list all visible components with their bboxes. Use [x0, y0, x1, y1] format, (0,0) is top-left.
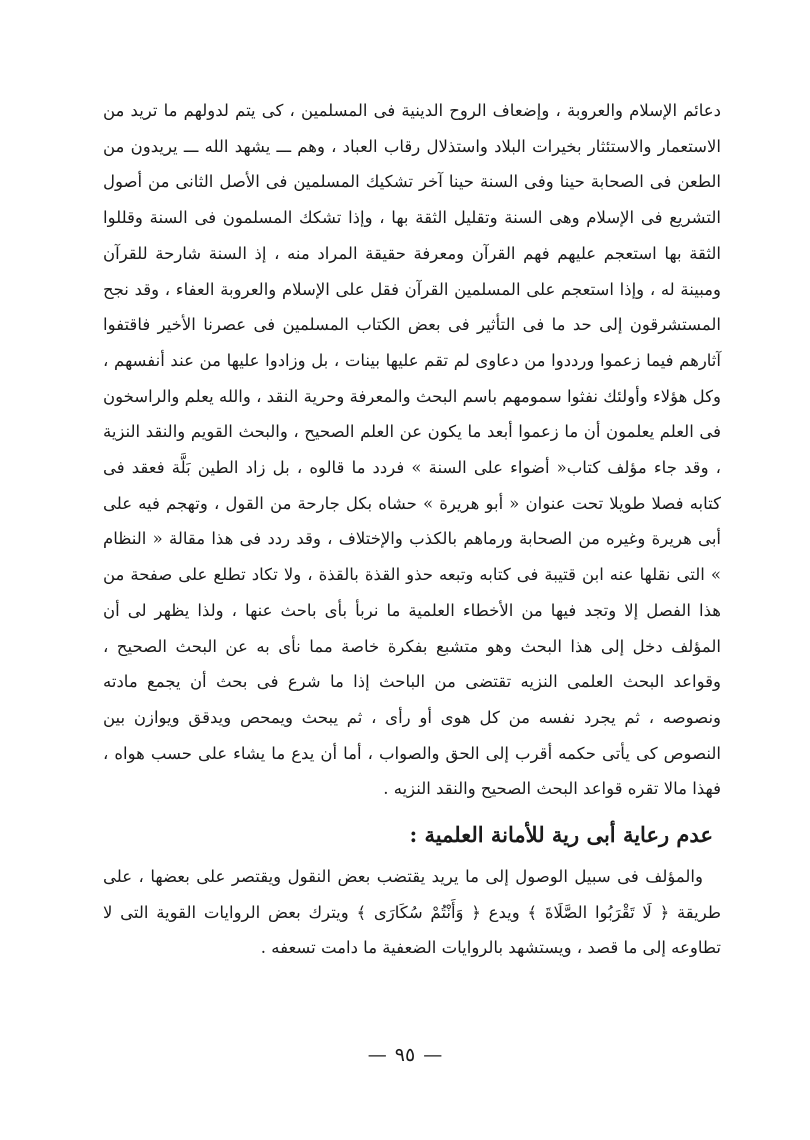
dash-right: — — [423, 1044, 443, 1066]
page-number-footer — [0, 1040, 810, 1070]
body-paragraph-2: والمؤلف فى سبيل الوصول إلى ما يريد يقتضب بعض النقول ويقتصر على بعضها ، على طريقة ﴿ لَا تَقْرَبُوا الصَّلَاةَ ﴾ ويدع ﴿ وَأَنْتُمْ سُكَارَى ﴾ ويترك بعض الروايات القوية التى لا تطاوعه إلى ما قصد ، ويستشهد بالروايات الضعفية ما دامت تسعفه . — [103, 867, 721, 958]
page-number: ٩٥ — [394, 1044, 416, 1066]
section-heading: عدم رعاية أبى رية للأمانة العلمية : — [409, 822, 713, 848]
page-content — [103, 93, 721, 966]
dash-left: — — [367, 1044, 387, 1066]
body-paragraph: دعائم الإسلام والعروبة ، وإضعاف الروح الدينية فى المسلمين ، كى يتم لدولهم ما تريد من الاستعمار والاستئثار بخيرات البلاد واستذلال رقاب العباد ، وهم ـــ يشهد الله ـــ يريدون من الطعن فى الصحابة حينا وفى السنة حينا آخر تشكيك المسلمين فى الأصل الثانى من أصول التشريع فى الإسلام وهى السنة وتقليل الثقة بها ، وإذا تشكك المسلمون فى السنة وقللوا الثقة بها استعجم عليهم فهم القرآن ومعرفة حقيقة المراد منه ، إذ السنة شارحة للقرآن ومبينة له ، وإذا استعجم على المسلمين القرآن فقل على الإسلام والعروبة العفاء ، وقد نجح المستشرقون إلى حد ما فى التأثير فى بعض الكتاب المسلمين فى عصرنا الأخير فاقتفوا آثارهم فيما زعموا ورددوا من دعاوى لم تقم عليها بينات ، بل وزادوا عليها من عند أنفسهم ، وكل هؤلاء وأولئك نفثوا سمومهم باسم البحث والمعرفة وحرية النقد ، والله يعلم والراسخون فى العلم يعلمون أن ما زعموا أبعد ما يكون عن العلم الصحيح ، والبحث القويم والنقد النزية ، وقد جاء مؤلف كتاب« أضواء على السنة » فردد ما قالوه ، بل زاد الطين بَلَّة فعقد فى كتابه فصلا طويلا تحت عنوان « أبو هريرة » حشاه بكل جارحة من القول ، وتهجم فيه على أبى هريرة وغيره من الصحابة ورماهم بالكذب والإختلاف ، وقد ردد فى هذا مقالة « النظام » التى نقلها عنه ابن قتيبة فى كتابه وتبعه حذو القذة بالقذة ، ولا تكاد تطلع على صفحة من هذا الفصل إلا وتجد فيها من الأخطاء العلمية ما نربأ بأى باحث عنها ، ولذا يظهر لى أن المؤلف دخل إلى هذا البحث وهو متشبع بفكرة خاصة مما نأى به عن البحث الصحيح ، وقواعد البحث العلمى النزيه تقتضى من الباحث إذا ما شرع فى بحث أن يجمع مادته ونصوصه ، ثم يجرد نفسه من كل هوى أو رأى ، ثم يبحث ويمحص ويدقق ويوازن بين النصوص كى يأتى حكمه أقرب إلى الحق والصواب ، أما أن يدع ما يشاء على حسب هواه ، فهذا مالا تقره قواعد البحث الصحيح والنقد النزيه . — [103, 101, 721, 799]
